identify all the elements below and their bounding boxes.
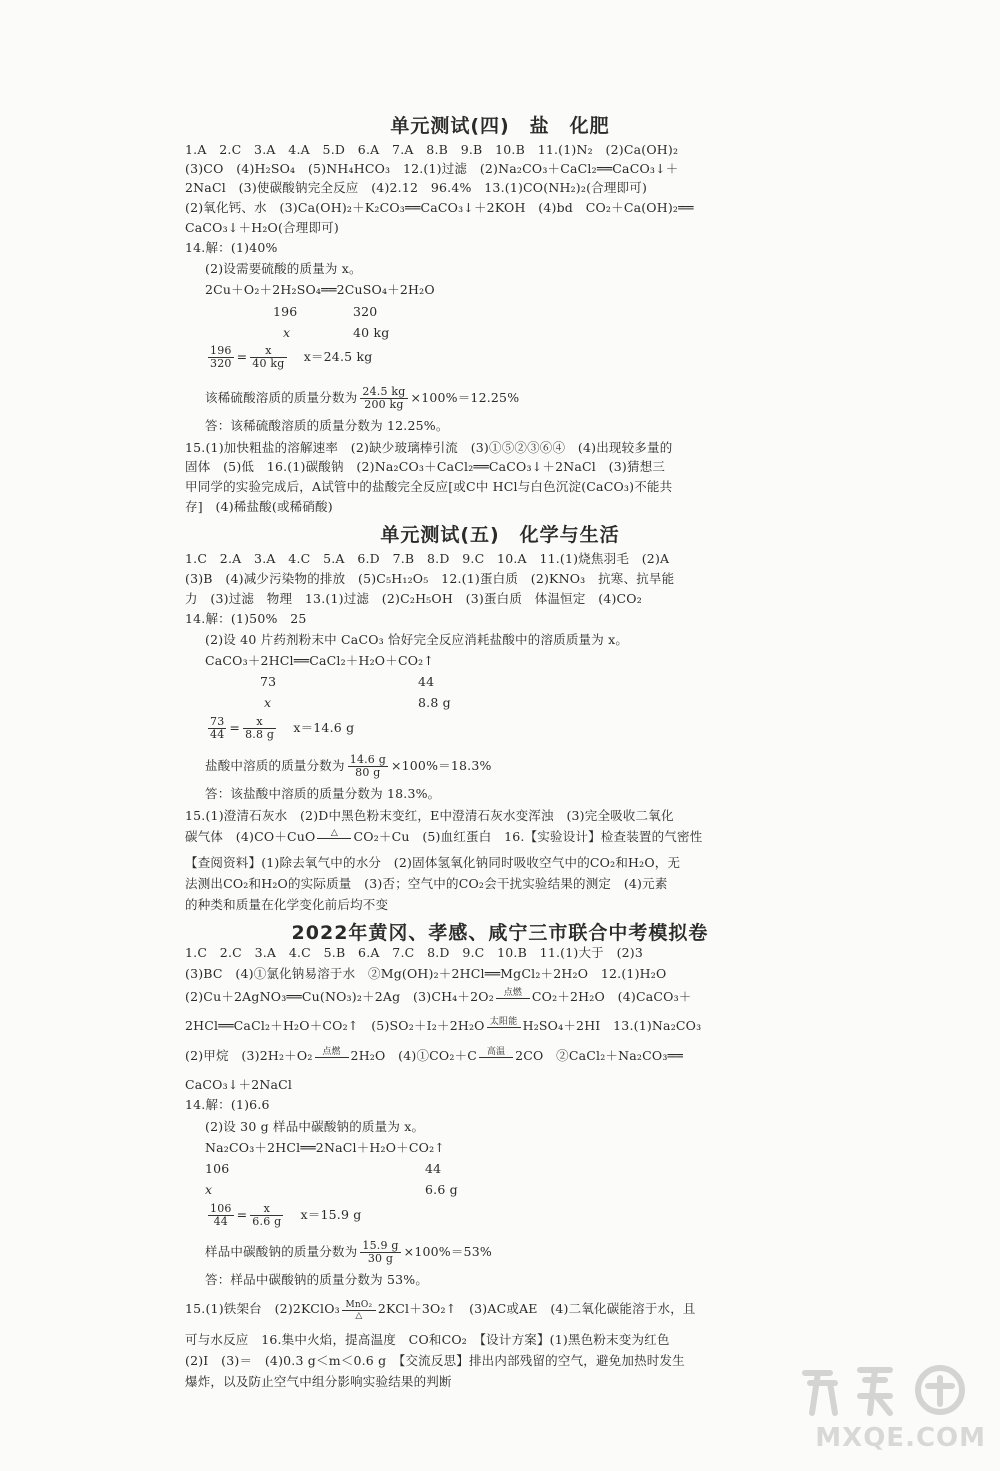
equation-mass: x [205, 1182, 213, 1197]
equation-mass: 40 kg [353, 325, 390, 340]
answer-line: 15.(1)加快粗盐的溶解速率 (2)缺少玻璃棒引流 (3)①⑤②③⑥④ (4)出现较多量的 [185, 440, 673, 455]
result-line: 该稀硫酸溶质的质量分数为 $\frac{24.5 kg}{200 kg}$ ×100%＝12.25% [205, 385, 520, 411]
reaction-condition: 点燃 [315, 1047, 349, 1066]
answer-line: 碳气体 (4)CO＋CuO △ CO₂＋Cu (5)血红蛋白 16.【实验设计】检查装置的气密性 [185, 828, 702, 847]
answer-line: 15.(1)澄清石灰水 (2)D中黑色粉末变红，E中澄清石灰水变浑浊 (3)完全吸收二氧化 [185, 808, 674, 823]
section-title-unit5: 单元测试(五) 化学与生活 [380, 524, 620, 546]
equation-line: Na₂CO₃＋2HCl══2NaCl＋H₂O＋CO₂↑ [205, 1140, 445, 1155]
reaction-condition: △ [317, 828, 351, 847]
equation-line: 2Cu＋O₂＋2H₂SO₄══2CuSO₄＋2H₂O [205, 282, 435, 297]
watermark-logo-icon [790, 1358, 990, 1418]
equation-mass: x [283, 325, 291, 340]
answer-line: 可与水反应 16.集中火焰，提高温度 CO和CO₂ 【设计方案】(1)黑色粉末变为红色 [185, 1332, 670, 1347]
answer-line: 答：该稀硫酸溶质的质量分数为 12.25%。 [205, 418, 449, 433]
answer-line: 1.C 2.C 3.A 4.C 5.B 6.A 7.C 8.D 9.C 10.B 11.(1)大于 (2)3 [185, 945, 644, 960]
answer-line: 2NaCl (3)使碳酸钠完全反应 (4)2.12 96.4% 13.(1)CO(NH₂)₂(合理即可) [185, 180, 648, 195]
equation-mass: 196 [273, 304, 298, 319]
answer-line: CaCO₃↓＋2NaCl [185, 1077, 293, 1092]
fraction: $\frac{24.5 kg}{200 kg}$ [362, 385, 406, 411]
equation-mass: 6.6 g [425, 1182, 458, 1197]
answer-line: (2)Ⅰ (3)＝ (4)0.3 g＜m＜0.6 g 【交流反思】排出内部残留的空气，避免加热时发生 [185, 1353, 685, 1368]
result-line: 盐酸中溶质的质量分数为 $\frac{14.6 g}{80 g}$ ×100%＝18.3% [205, 753, 492, 779]
equation-line: CaCO₃＋2HCl══CaCl₂＋H₂O＋CO₂↑ [205, 653, 435, 668]
ratio-line: $\frac{196}{320}$ = $\frac{x}{40 kg}$ x＝24.5 kg [210, 344, 373, 370]
equation-mass: 73 [260, 674, 277, 689]
answer-line: (3)B (4)减少污染物的排放 (5)C₅H₁₂O₅ 12.(1)蛋白质 (2)KNO₃ 抗寒、抗旱能 [185, 571, 675, 586]
fraction: $\frac{73}{44}$ [210, 715, 225, 741]
answer-line: 法测出CO₂和H₂O的实际质量 (3)否；空气中的CO₂会干扰实验结果的测定 (4)元素 [185, 876, 668, 891]
answer-line: 甲同学的实验完成后，A试管中的盐酸完全反应[或C中 HCl与白色沉淀(CaCO₃)不能共 [185, 479, 673, 494]
equation-mass: 44 [418, 674, 435, 689]
reaction-condition: 点燃 [496, 988, 530, 1007]
answer-line: (2)设需要硫酸的质量为 x。 [205, 261, 362, 276]
answer-line: 的种类和质量在化学变化前后均不变 [185, 897, 389, 912]
answer-line: 固体 (5)低 16.(1)碳酸钠 (2)Na₂CO₃＋CaCl₂══CaCO₃↓＋2NaCl (3)猜想三 [185, 459, 666, 474]
answer-line: 存] (4)稀盐酸(或稀硝酸) [185, 499, 333, 514]
answer-line: (3)BC (4)①氯化钠易溶于水 ②Mg(OH)₂＋2HCl══MgCl₂＋2H₂O 12.(1)H₂O [185, 966, 667, 981]
answer-line: 1.C 2.A 3.A 4.C 5.A 6.D 7.B 8.D 9.C 10.A 11.(1)烧焦羽毛 (2)A [185, 551, 670, 566]
answer-line: (2)设 30 g 样品中碳酸钠的质量为 x。 [205, 1119, 425, 1134]
ratio-line: $\frac{73}{44}$ = $\frac{x}{8.8 g}$ x＝14.6 g [210, 715, 355, 741]
equation-mass: 106 [205, 1161, 230, 1176]
reaction-condition: MnO₂ △ [342, 1300, 376, 1319]
fraction: $\frac{x}{8.8 g}$ [245, 715, 275, 741]
reaction-condition: 太阳能 [487, 1017, 521, 1036]
watermark [790, 1358, 990, 1453]
equation-mass: 320 [353, 304, 378, 319]
section-title-unit4: 单元测试(四) 盐 化肥 [390, 115, 610, 137]
answer-line: (2)甲烷 (3)2H₂＋O₂ 点燃 2H₂O (4)①CO₂＋C 高温 2CO ②CaCl₂＋Na₂CO₃══ [185, 1047, 683, 1066]
answer-line: (2)设 40 片药剂粉末中 CaCO₃ 恰好完全反应消耗盐酸中的溶质质量为 x。 [205, 632, 629, 647]
answer-line: 力 (3)过滤 物理 13.(1)过滤 (2)C₂H₅OH (3)蛋白质 体温恒定 (4)CO₂ [185, 591, 642, 606]
fraction: $\frac{x}{6.6 g}$ [252, 1202, 282, 1228]
watermark-text: MXQE.COM [815, 1423, 986, 1453]
answer-line: 爆炸，以及防止空气中组分影响实验结果的判断 [185, 1374, 452, 1389]
answer-line: (2)Cu＋2AgNO₃══Cu(NO₃)₂＋2Ag (3)CH₄＋2O₂ 点燃 CO₂＋2H₂O (4)CaCO₃＋ [185, 988, 692, 1007]
answer-line: 答：样品中碳酸钠的质量分数为 53%。 [205, 1272, 429, 1287]
equation-mass: x [264, 695, 272, 710]
answer-line: (2)氧化钙、水 (3)Ca(OH)₂＋K₂CO₃══CaCO₃↓＋2KOH (4)bd CO₂＋Ca(OH)₂══ [185, 200, 694, 215]
answer-line: 【查阅资料】(1)除去氧气中的水分 (2)固体氢氧化钠同时吸收空气中的CO₂和H₂O，无 [185, 855, 681, 870]
fraction: $\frac{196}{320}$ [210, 344, 232, 370]
answer-line: 15.(1)铁架台 (2)2KClO₃ MnO₂ △ 2KCl＋3O₂↑ (3)AC或AE (4)二氧化碳能溶于水，且 [185, 1300, 696, 1321]
reaction-condition: 高温 [479, 1047, 513, 1066]
answer-line: 答：该盐酸中溶质的质量分数为 18.3%。 [205, 786, 441, 801]
fraction: $\frac{14.6 g}{80 g}$ [349, 753, 386, 779]
fraction: $\frac{x}{40 kg}$ [252, 344, 285, 370]
answer-line: 2HCl══CaCl₂＋H₂O＋CO₂↑ (5)SO₂＋I₂＋2H₂O 太阳能 H₂SO₄＋2HI 13.(1)Na₂CO₃ [185, 1017, 701, 1036]
fraction: $\frac{106}{44}$ [210, 1202, 232, 1228]
answer-line: 14.解：(1)50% 25 [185, 611, 307, 626]
answer-line: 14.解：(1)6.6 [185, 1097, 270, 1112]
fraction: $\frac{15.9 g}{30 g}$ [362, 1239, 399, 1265]
equation-mass: 8.8 g [418, 695, 451, 710]
answer-line: 14.解：(1)40% [185, 240, 278, 255]
answer-line: CaCO₃↓＋H₂O(合理即可) [185, 220, 339, 235]
ratio-line: $\frac{106}{44}$ = $\frac{x}{6.6 g}$ x＝15.9 g [210, 1202, 362, 1228]
result-line: 样品中碳酸钠的质量分数为 $\frac{15.9 g}{30 g}$ ×100%＝53% [205, 1239, 492, 1265]
section-title-mock: 2022年黄冈、孝感、咸宁三市联合中考模拟卷 [291, 922, 709, 944]
equation-mass: 44 [425, 1161, 442, 1176]
answer-line: (3)CO (4)H₂SO₄ (5)NH₄HCO₃ 12.(1)过滤 (2)Na₂CO₃＋CaCl₂══CaCO₃↓＋ [185, 161, 679, 176]
answer-line: 1.A 2.C 3.A 4.A 5.D 6.A 7.A 8.B 9.B 10.B 11.(1)N₂ (2)Ca(OH)₂ [185, 142, 679, 157]
